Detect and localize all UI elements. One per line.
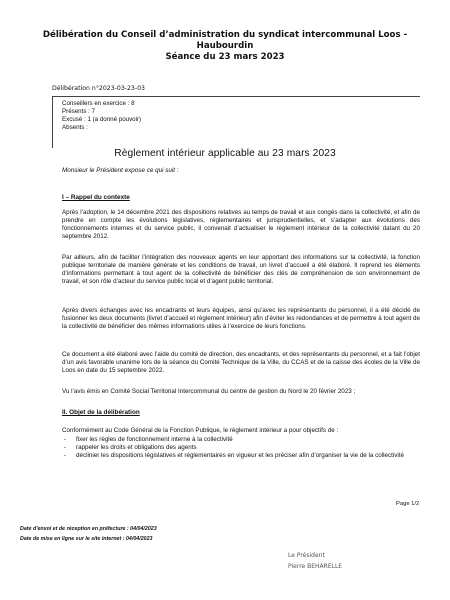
signatory-role: Le Président [288, 552, 325, 559]
intro-line: Monsieur le Président expose ce qui suit : [62, 167, 179, 174]
date-mise-en-ligne: Date de mise en ligne sur le site internet : 04/04/2023 [20, 536, 153, 542]
title-line-3: Séance du 23 mars 2023 [165, 52, 285, 62]
header-rule-vertical [52, 96, 53, 148]
document-title [40, 30, 410, 63]
signatory-name: Pierre BEHARELLE [288, 563, 343, 570]
section-1-paragraph-5: Vu l’avis émis en Comité Social Territorial Intercommunal du centre de gestion du Nord le 20 février 2023 ; [62, 388, 356, 395]
absents-count: Absents : [62, 124, 88, 131]
date-envoi-prefecture: Date d'envoi et de réception en préfecture : 04/04/2023 [20, 526, 157, 532]
title-line-1: Délibération du Conseil d’administration du syndicat intercommunal Loos - [42, 30, 408, 40]
title-line-2: Haubourdin [196, 41, 254, 51]
section-1-paragraph-2: Par ailleurs, afin de faciliter l’intégration des nouveaux agents en leur apportant des informations sur la collectivité, la fonction publique territoriale de manière générale et les conditions de travail, un livret d’accueil a été élaboré. Il reprend les éléments d’informations permettant à tout agent de la collectivité de bénéficier des clés de compréhension de son environnement de travail, et son rôle d’acteur du service public local et d’agent public territorial. [62, 254, 420, 286]
presence-block [62, 100, 141, 132]
list-item: - fixer les règles de fonctionnement interne à la collectivité [62, 436, 420, 444]
list-item: - déclinier les dispositions législatives et réglementaires en vigueur et les préciser afin d’organiser la vie de la collectivité [62, 452, 420, 460]
reglement-title: Règlement intérieur applicable au 23 mars 2023 [114, 148, 336, 159]
conseillers-en-exercice: Conseillers en exercice : 8 [62, 100, 135, 107]
header-rule-horizontal [52, 96, 420, 97]
page-number: Page 1/2 [396, 501, 420, 507]
list-item: - rappeler les droits et obligations des agents [62, 444, 420, 452]
section-1-paragraph-4: Ce document a été élaboré avec l’aide du comité de direction, des encadrants, et des représentants du personnel, et a fait l’objet d’un avis favorable unanime lors de la séance du Comité Technique de la Ville, du CCAS et de la caisse des écoles de la Ville de Loos en date du 15 septembre 2022. [62, 351, 420, 375]
deliberation-number: Délibération n°2023-03-23-03 [52, 85, 145, 92]
section-2-title: II. Objet de la délibération [62, 409, 140, 416]
section-1-title: I – Rappel du contexte [62, 194, 130, 201]
section-2-paragraph-1: Conformément au Code Général de la Fonction Publique, le règlement intérieur a pour objectifs de : [62, 427, 339, 434]
objectives-list [62, 436, 420, 460]
presents-count: Présents : 7 [62, 108, 96, 115]
excuse-count: Excusé : 1 (a donné pouvoir) [62, 116, 142, 123]
section-1-paragraph-3: Après divers échanges avec les encadrants et leurs équipes, ainsi qu’avec les représentants du personnel, il a été décidé de fusionner les deux documents (livret d’accueil et règlement intérieur) afin d’éviter les redondances et de permettre à tout agent de la collectivité de bénéficier des mêmes informations utiles à l’exercice de leurs fonctions. [62, 307, 420, 331]
section-1-paragraph-1: Après l’adoption, le 14 décembre 2021 des dispositions relatives au temps de travail et aux congés dans la collectivité, et afin de prendre en compte les évolutions législatives, réglementaires et jurisprudentielles, et s’adapter aux évolutions des fonctionnements internes et du service public, il convenait d’actualiser le règlement intérieur de la collectivité datant du 20 septembre 2012. [62, 209, 420, 241]
